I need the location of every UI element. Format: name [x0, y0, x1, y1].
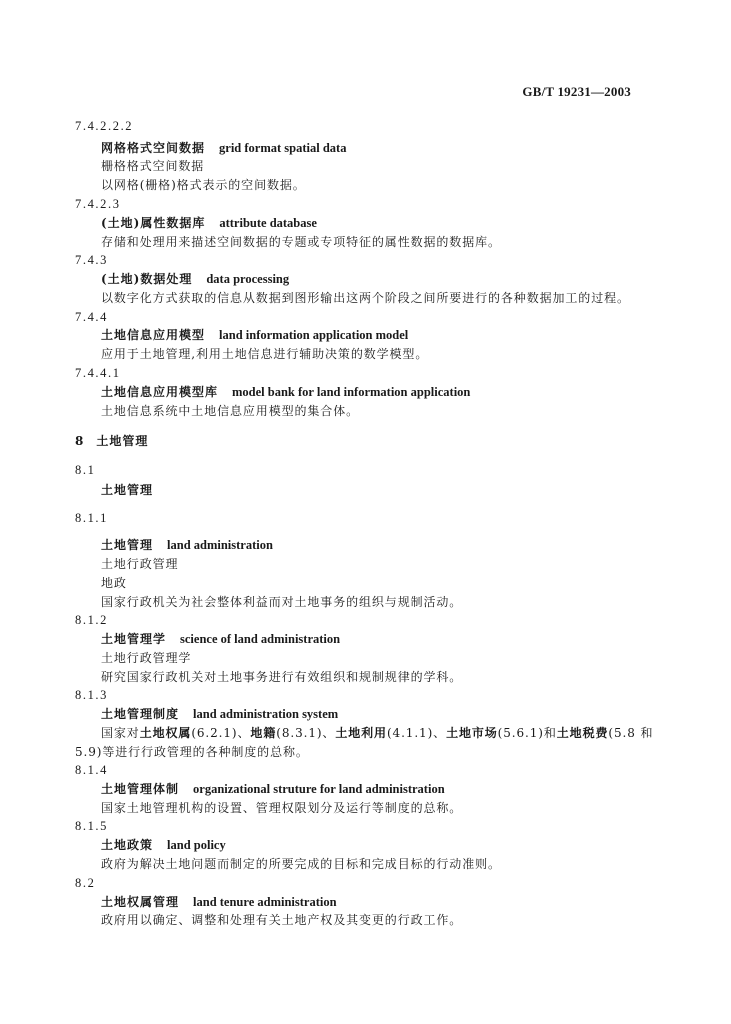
- term-chinese: 土地管理: [101, 483, 154, 497]
- definition-text: [101, 725, 653, 741]
- clause-number: 8.1.4: [75, 763, 108, 777]
- chapter-title: 土地管理: [96, 434, 149, 448]
- term-entry: [101, 837, 226, 853]
- term-entry: [101, 271, 289, 287]
- term-entry: [101, 215, 317, 231]
- clause-number: 7.4.2.3: [75, 197, 121, 211]
- term-english: organizational struture for land administration: [193, 782, 445, 796]
- clause-number: 7.4.2.2.2: [75, 119, 134, 133]
- term-entry: [101, 140, 346, 156]
- definition-text: 应用于土地管理,利用土地信息进行辅助决策的数学模型。: [101, 347, 429, 361]
- term-reference: 土地利用: [335, 726, 387, 740]
- clause-number: 8.1.5: [75, 819, 108, 833]
- definition-text: 研究国家行政机关对土地事务进行有效组织和规制规律的学科。: [101, 670, 463, 684]
- term-chinese: 土地管理制度: [101, 707, 180, 721]
- definition-text: 栅格格式空间数据: [101, 159, 205, 173]
- term-chinese: 土地信息应用模型: [101, 328, 206, 342]
- term-english: attribute database: [219, 216, 317, 230]
- text-fragment: (4.1.1)、: [386, 726, 447, 740]
- text-fragment: (8.3.1)、: [276, 726, 336, 740]
- definition-text: 政府为解决土地问题而制定的所要完成的目标和完成目标的行动准则。: [101, 857, 501, 871]
- term-english: land administration: [167, 538, 273, 552]
- definition-text: 土地行政管理: [101, 557, 179, 571]
- definition-text: 政府用以确定、调整和处理有关土地产权及其变更的行政工作。: [101, 913, 463, 927]
- term-english: model bank for land information application: [232, 385, 471, 399]
- term-reference: 地籍: [250, 726, 277, 740]
- term-entry: [101, 327, 408, 343]
- term-chinese: 土地权属管理: [101, 895, 180, 909]
- clause-number: 8.1.3: [75, 688, 108, 702]
- definition-text: 土地行政管理学: [101, 651, 192, 665]
- definition-text: 以网格(栅格)格式表示的空间数据。: [101, 178, 306, 192]
- term-chinese: 土地管理体制: [101, 782, 180, 796]
- chapter-heading: [75, 433, 148, 449]
- text-fragment: (6.2.1)、: [191, 726, 251, 740]
- definition-text: 地政: [101, 576, 127, 590]
- term-chinese: (土地)数据处理: [101, 272, 193, 286]
- clause-number: 8.2: [75, 876, 96, 890]
- definition-text: 土地信息系统中土地信息应用模型的集合体。: [101, 404, 360, 418]
- clause-number: 7.4.4: [75, 310, 108, 324]
- term-english: grid format spatial data: [219, 141, 347, 155]
- clause-number: 7.4.4.1: [75, 366, 121, 380]
- term-english: land information application model: [219, 328, 409, 342]
- term-chinese: 网格格式空间数据: [101, 141, 206, 155]
- definition-text: 存储和处理用来描述空间数据的专题或专项特征的属性数据的数据库。: [101, 235, 501, 249]
- chapter-number: 8: [75, 434, 85, 448]
- term-chinese: 土地政策: [101, 838, 154, 852]
- term-entry: [101, 482, 153, 498]
- term-entry: [101, 537, 273, 553]
- definition-text: 以数字化方式获取的信息从数据到图形输出这两个阶段之间所要进行的各种数据加工的过程。: [101, 291, 630, 305]
- term-entry: [101, 706, 338, 722]
- term-english: land tenure administration: [193, 895, 337, 909]
- term-english: land policy: [167, 838, 226, 852]
- clause-number: 8.1.1: [75, 511, 108, 525]
- text-fragment: 国家对: [101, 726, 140, 740]
- term-entry: [101, 384, 470, 400]
- term-english: science of land administration: [180, 632, 341, 646]
- text-fragment: (5.6.1)和: [497, 726, 557, 740]
- term-entry: [101, 631, 340, 647]
- clause-number: 8.1: [75, 463, 96, 477]
- term-english: data processing: [206, 272, 290, 286]
- term-reference: 土地权属: [139, 726, 192, 740]
- term-chinese: 土地信息应用模型库: [101, 385, 219, 399]
- term-chinese: 土地管理: [101, 538, 154, 552]
- text-fragment: (5.8 和: [608, 726, 654, 740]
- clause-number: 7.4.3: [75, 253, 108, 267]
- term-reference: 土地税费: [556, 726, 609, 740]
- definition-text: 国家土地管理机构的设置、管理权限划分及运行等制度的总称。: [101, 801, 463, 815]
- term-chinese: (土地)属性数据库: [101, 216, 206, 230]
- term-english: land administration system: [193, 707, 339, 721]
- definition-text-continued: 5.9)等进行行政管理的各种制度的总称。: [75, 745, 309, 759]
- clause-number: 8.1.2: [75, 613, 108, 627]
- term-entry: [101, 894, 337, 910]
- term-reference: 土地市场: [446, 726, 498, 740]
- term-chinese: 土地管理学: [101, 632, 167, 646]
- standard-code: GB/T 19231—2003: [522, 84, 631, 99]
- term-entry: [101, 781, 445, 797]
- definition-text: 国家行政机关为社会整体利益而对土地事务的组织与规制活动。: [101, 595, 463, 609]
